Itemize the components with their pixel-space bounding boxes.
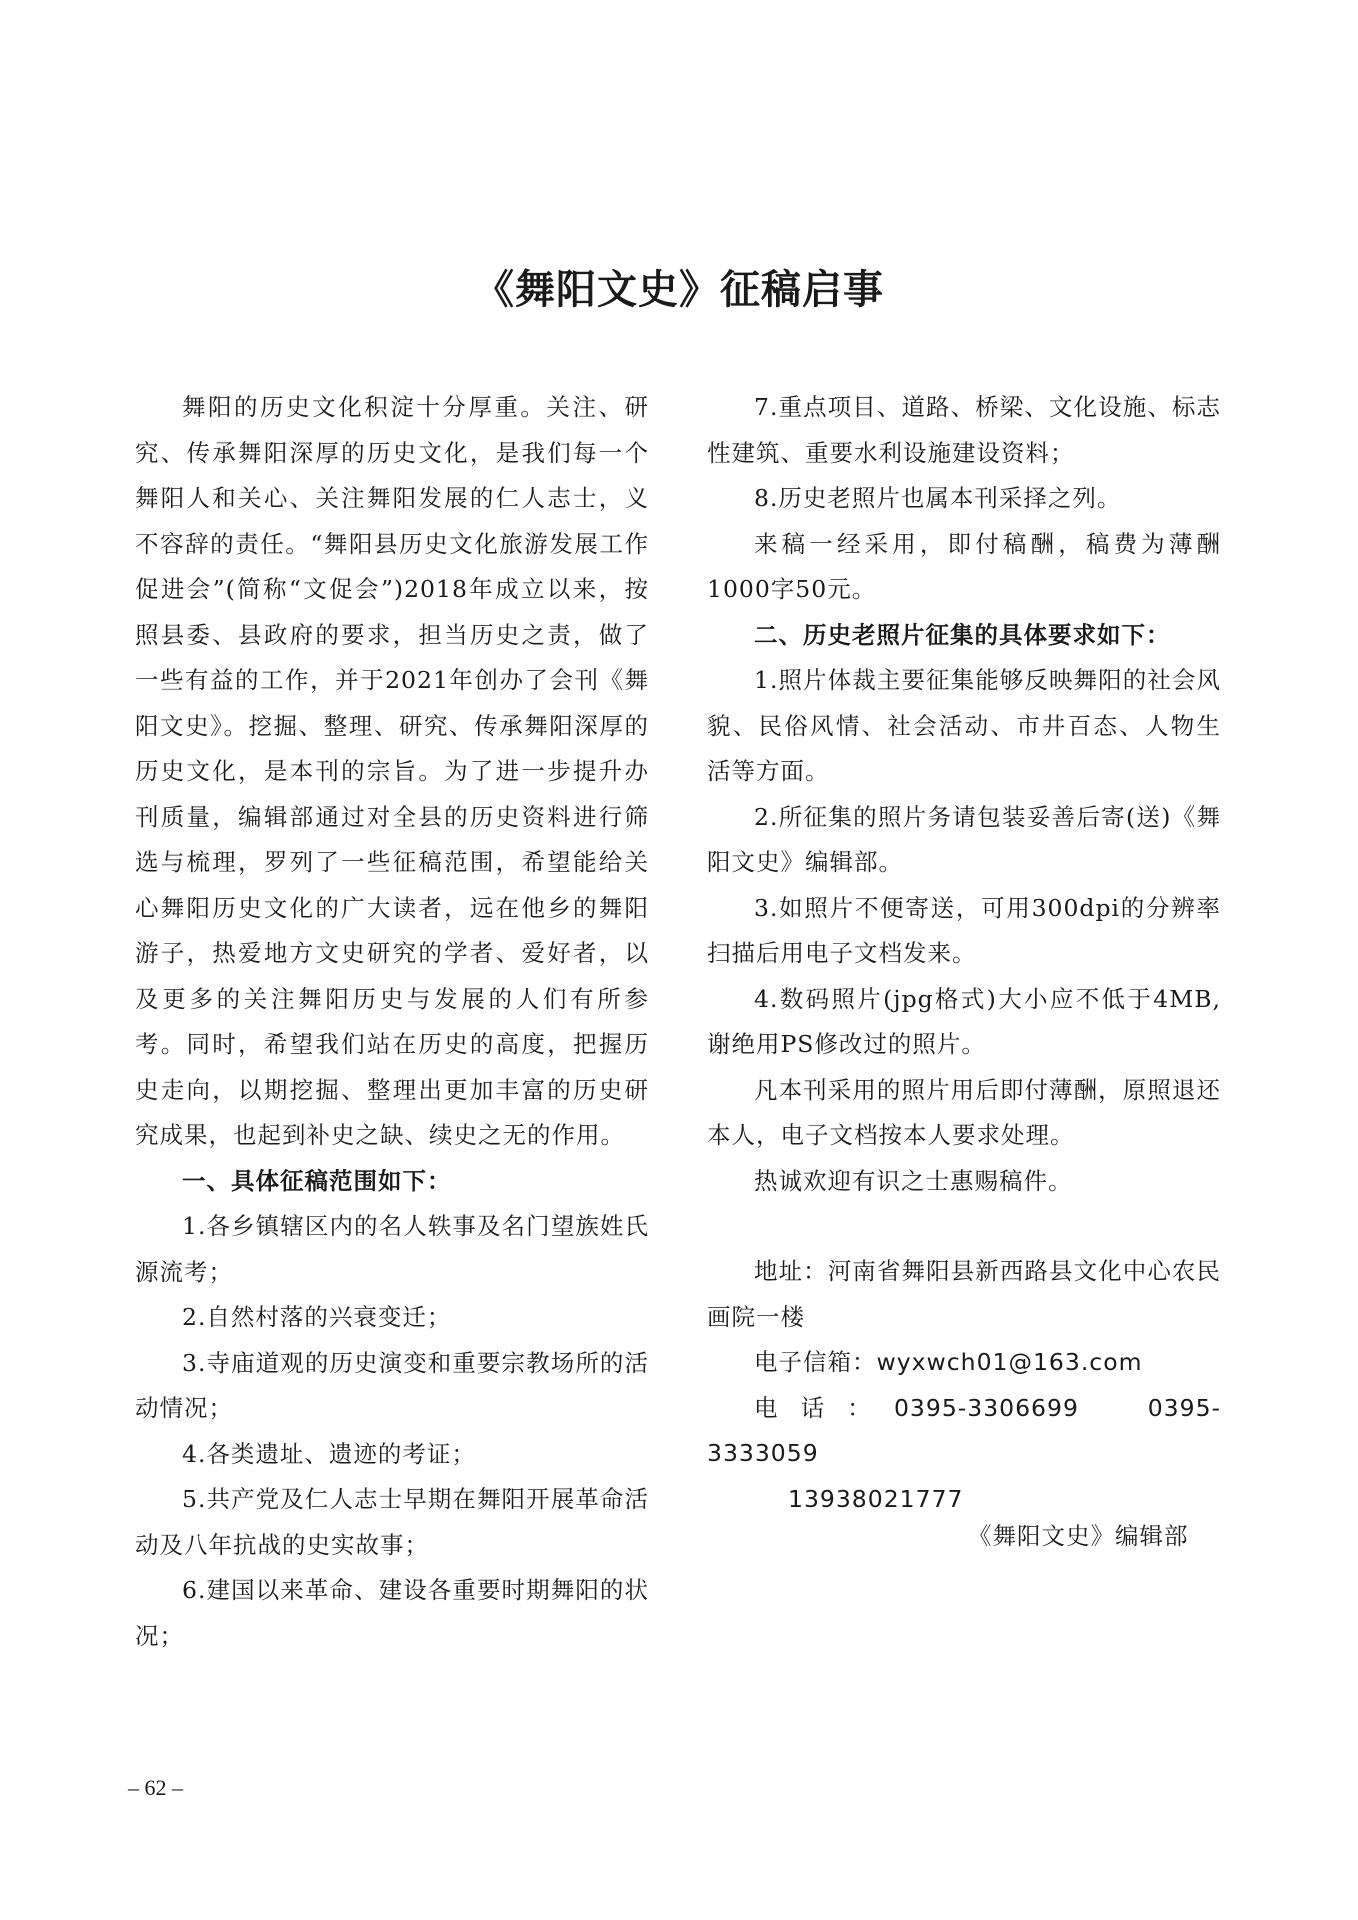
spacer [707, 1204, 1221, 1249]
photo-requirement-4: 4.数码照片(jpg格式)大小应不低于4MB,谢绝用PS修改过的照片。 [707, 984, 1221, 1058]
scope-item-8: 8.历史老照片也属本刊采择之列。 [754, 484, 1122, 512]
intro-paragraph: 舞阳的历史文化积淀十分厚重。关注、研究、传承舞阳深厚的历史文化，是我们每一个舞阳人和关心、关注舞阳发展的仁人志士，义不容辞的责任。“舞阳县历史文化旅游发展工作促进会”(简称“文促会”)2018年成立以来，按照县委、县政府的要求，担当历史之责，做了一些有益的工作，并于2021年创办了会刊《舞阳文史》。挖掘、整理、研究、传承舞阳深厚的历史文化，是本刊的宗旨。为了进一步提升办刊质量，编辑部通过对全县的历史资料进行筛选与梳理，罗列了一些征稿范围，希望能给关心舞阳历史文化的广大读者，远在他乡的舞阳游子，热爱地方文史研究的学者、爱好者，以及更多的关注舞阳历史与发展的人们有所参考。同时，希望我们站在历史的高度，把握历史走向，以期挖掘、整理出更加丰富的历史研究成果，也起到补史之缺、续史之无的作用。 [135, 393, 649, 1149]
scope-item-7: 7.重点项目、道路、桥梁、文化设施、标志性建筑、重要水利设施建设资料； [707, 393, 1221, 467]
address-text: 地址：河南省舞阳县新西路县文化中心农民画院一楼 [707, 1257, 1221, 1331]
scope-item-5: 5.共产党及仁人志士早期在舞阳开展革命活动及八年抗战的史实故事； [135, 1485, 649, 1559]
phone-text: 电话：0395-3306699 0395-3333059 [707, 1393, 1221, 1467]
photo-requirement-1: 1.照片体裁主要征集能够反映舞阳的社会风貌、民俗风情、社会活动、市井百态、人物生活等方面。 [707, 666, 1221, 785]
scope-item-2: 2.自然村落的兴衰变迁； [182, 1303, 452, 1331]
section-heading-photos: 二、历史老照片征集的具体要求如下： [754, 620, 1171, 649]
scope-item-6: 6.建国以来革命、建设各重要时期舞阳的状况； [135, 1576, 649, 1650]
photo-requirement-2: 2.所征集的照片务请包装妥善后寄(送)《舞阳文史》编辑部。 [707, 802, 1221, 876]
scope-item-3: 3.寺庙道观的历史演变和重要宗教场所的活动情况； [135, 1348, 649, 1422]
page-title: 《舞阳文史》征稿启事 [474, 267, 884, 313]
email-text: 电子信箱：wyxwch01@163.com [754, 1348, 1143, 1376]
welcome-note: 热诚欢迎有识之士惠赐稿件。 [754, 1166, 1073, 1195]
left-column [135, 385, 649, 1659]
phone-secondary-text: 13938021777 [788, 1484, 964, 1513]
contact-block [707, 1249, 1221, 1522]
editorial-signature: 《舞阳文史》编辑部 [968, 1522, 1189, 1550]
photo-requirement-3: 3.如照片不便寄送，可用300dpi的分辨率扫描后用电子文档发来。 [707, 893, 1221, 967]
page-number: – 62 – [128, 1775, 183, 1800]
right-column [707, 385, 1221, 1522]
section-heading-scope: 一、具体征稿范围如下： [182, 1166, 452, 1195]
scope-item-4: 4.各类遗址、遗迹的考证； [182, 1439, 476, 1468]
scope-item-1: 1.各乡镇辖区内的名人轶事及名门望族姓氏源流考； [135, 1212, 649, 1286]
photo-payment-note: 凡本刊采用的照片用后即付薄酬，原照退还本人，电子文档按本人要求处理。 [707, 1075, 1221, 1149]
payment-note: 来稿一经采用，即付稿酬，稿费为薄酬1000字50元。 [707, 529, 1221, 603]
